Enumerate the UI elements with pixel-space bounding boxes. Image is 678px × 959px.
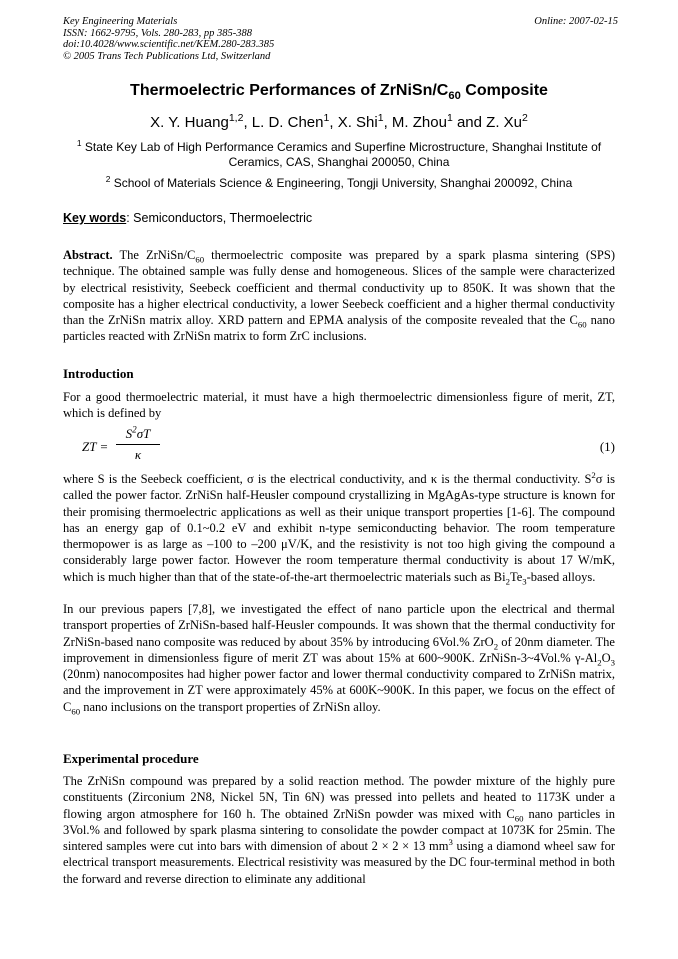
- introduction-heading: Introduction: [63, 366, 134, 381]
- online-date: Online: 2007-02-15: [534, 16, 618, 27]
- author-1: X. Y. Huang$^{1,2}$: [150, 112, 244, 131]
- journal-name: Key Engineering Materials: [63, 16, 178, 27]
- author-3: X. Shi$^1$: [337, 112, 384, 131]
- experimental-para-1: The ZrNiSn compound was prepared by a solid reaction method. The powder mixture of the highly pure constituents (Zirconium 2N8, Nickel 5N, Tin 6N) was pressed into pellets and heated to 1173K under a flowing argon atmosphere for 160 h. The obtained ZrNiSn powder was mixed with $C_{60}$ nano particles in 3Vol.% and followed by spark plasma sintering to consolidate the powder compact at 1073K for 25min. The sintered samples were cut into bars with dimension of about 2 × 2 × 13 $mm^3$ using a diamond wheel saw for electrical transport measurements. Electrical resistivity was measured by the DC four-terminal method in both the forward and reverse direction to eliminate any additional: [63, 774, 615, 886]
- abstract-body: The ZrNiSn/$C_{60}$ thermoelectric composite was prepared by a spark plasma sintering (SPS) technique. The obtained sample was fully dense and homogeneous. Slices of the sample were characterized by electrical resistivity, Seebeck coefficient and thermal conductivity up to 850K. It was shown that the composite has a higher electrical conductivity, a lower Seebeck coefficient and a higher thermal conductivity than the ZrNiSn matrix alloy. XRD pattern and EPMA analysis of the composite revealed that the $C_{60}$ nano particles reacted with ZrNiSn matrix to form ZrC inclusions.: [63, 248, 615, 344]
- equation-1: [82, 426, 615, 466]
- affiliation-2: $^2$ School of Materials Science & Engineering, Tongji University, Shanghai 200092, China: [105, 174, 573, 190]
- equation-numerator: $S^2\sigma T$: [125, 424, 151, 441]
- equation-denominator: κ: [134, 447, 142, 462]
- abstract: Abstract. The ZrNiSn/$C_{60}$ thermoelectric composite was prepared by a spark plasma sintering (SPS) technique. The obtained sample was fully dense and homogeneous. Slices of the sample were characterized by electrical resistivity, Seebeck coefficient and thermal conductivity up to 850K. It was shown that the composite has a higher electrical conductivity, a lower Seebeck coefficient and a higher thermal conductivity than the ZrNiSn matrix alloy. XRD pattern and EPMA analysis of the composite revealed that the $C_{60}$ nano particles reacted with ZrNiSn matrix to form ZrC inclusions.: [63, 248, 615, 344]
- introduction-para-2: where S is the Seebeck coefficient, σ is the electrical conductivity, and κ is the thermal conductivity. $S^2\sigma$ is called the power factor. ZrNiSn half-Heusler compound crystallizing in MgAgAs-type structure is known for their promising thermoelectric applications as well as their unique transport properties [1-6]. The compound has an energy gap of 0.1~0.2 eV and exhibit n-type semiconducting behavior. The room temperature thermopower is as large as –100 to –200 μV/K, and the resistivity is not too high giving the compound a considerably large power factor. However the room temperature thermal conductivity is about 17 W/mK, which is much higher than that of the state-of-the-art thermoelectric materials such as $Bi_2Te_3$-based alloys.: [63, 469, 616, 587]
- paper-title: Thermoelectric Performances of ZrNiSn/$C_{60}$ Composite: [130, 82, 548, 103]
- issn-line: ISSN: 1662-9795, Vols. 280-283, pp 385-388: [63, 27, 252, 39]
- equation-fraction: [116, 426, 160, 463]
- affiliation-1: $^1$ State Key Lab of High Performance Ceramics and Superfine Microstructure, Shanghai Institute of Ceramics, CAS, Shanghai 200050, China: [76, 138, 602, 169]
- experimental-heading: Experimental procedure: [63, 751, 199, 766]
- author-2: L. D. Chen$^1$: [251, 112, 330, 131]
- author-4: M. Zhou$^1$: [391, 112, 453, 131]
- copyright-line: © 2005 Trans Tech Publications Ltd, Switzerland: [63, 50, 271, 62]
- author-list: X. Y. Huang$^{1,2}$, L. D. Chen$^1$, X. Shi$^1$, M. Zhou$^1$ and Z. Xu$^2$: [150, 112, 528, 131]
- author-5: Z. Xu$^2$: [486, 112, 528, 131]
- introduction-para-1: For a good thermoelectric material, it must have a high thermoelectric dimensionless figure of merit, ZT, which is defined by: [63, 390, 615, 421]
- doi-line: doi:10.4028/www.scientific.net/KEM.280-283.385: [63, 39, 275, 50]
- equation-lhs: ZT =: [82, 439, 109, 454]
- keywords: Key words: Semiconductors, Thermoelectric: [63, 211, 313, 225]
- equation-number: (1): [599, 439, 615, 454]
- introduction-para-3: In our previous papers [7,8], we investigated the effect of nano particle upon the electrical and thermal transport properties of ZrNiSn-based half-Heusler compounds. It was shown that the thermal conductivity for ZrNiSn-based nano composite was reduced by about 35% by introducing 6Vol.% ZrO$_2$ of 20nm diameter. The improvement in dimensionless figure of merit ZT was about 15% at 600~900K. ZrNiSn-3~4Vol.% $\gamma-Al_2O_3$ (20nm) nanocomposites had higher power factor and lower thermal conductivity compared to ZrNiSn matrix, and the improvement in ZT were approximately 45% at 600K~900K. In this paper, we focus on the effect of $C_{60}$ nano inclusions on the transport properties of ZrNiSn alloy.: [63, 602, 615, 717]
- journal-header: [63, 16, 618, 62]
